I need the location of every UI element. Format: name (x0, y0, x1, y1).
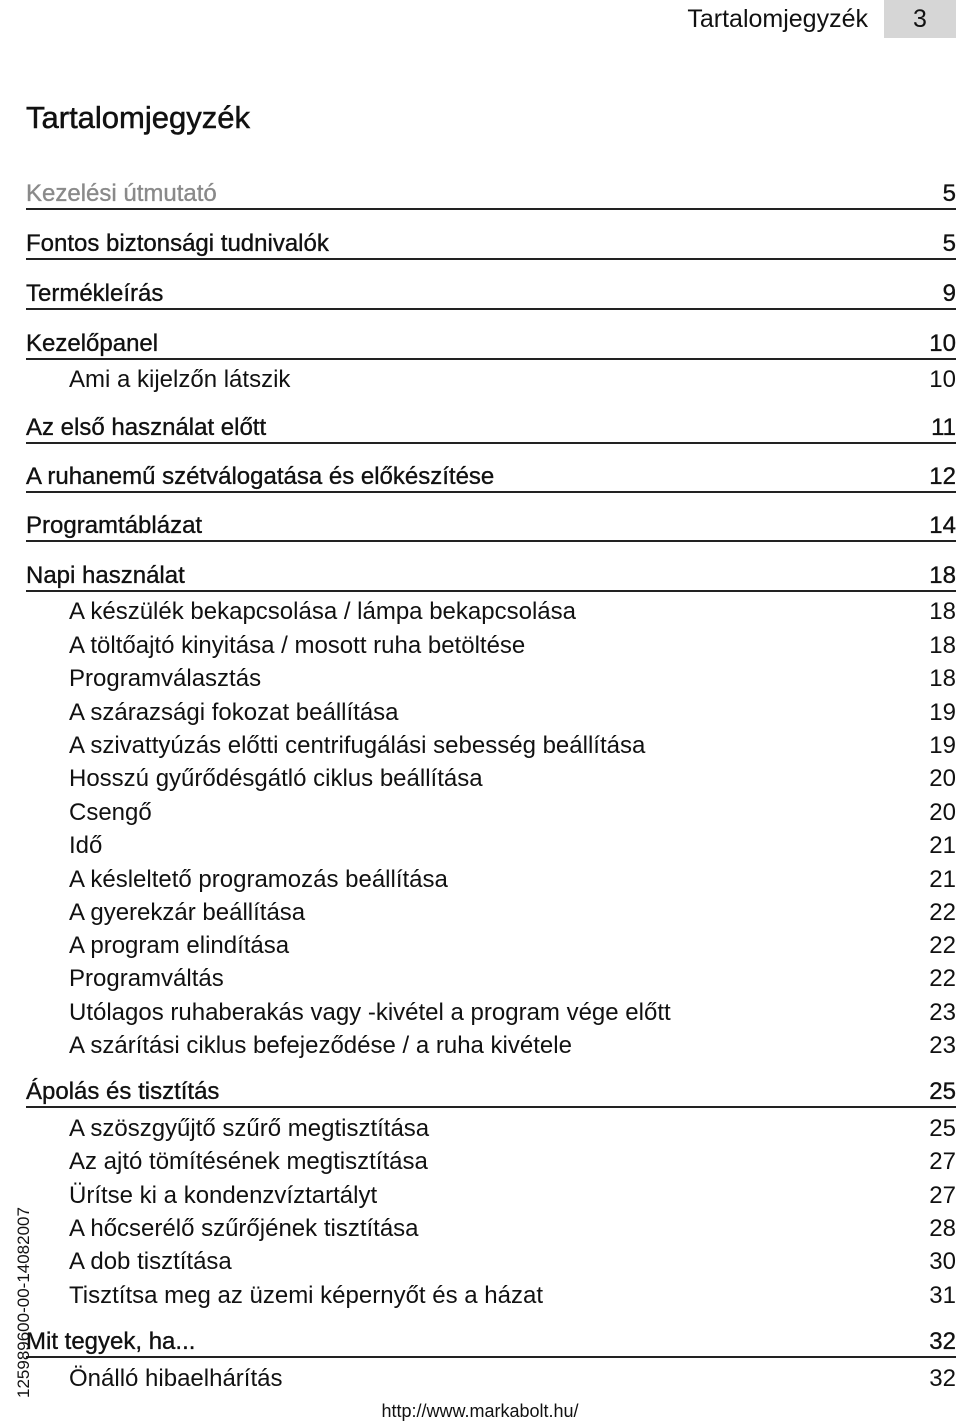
footer-url: http://www.markabolt.hu/ (381, 1401, 579, 1421)
toc-entry-page: 27 (929, 1148, 956, 1175)
toc-subentry (26, 866, 956, 894)
toc-entry-label: Ürítse ki a kondenzvíztartályt (69, 1182, 378, 1209)
toc-entry-page: 19 (929, 699, 956, 726)
toc-entry-label: Az ajtó tömítésének megtisztítása (69, 1148, 428, 1175)
toc-entry (26, 463, 956, 493)
toc-entry-label: A program elindítása (69, 932, 290, 959)
toc-entry-page: 12 (929, 463, 956, 490)
toc-entry-label: A szivattyúzás előtti centrifugálási sebesség beállítása (69, 732, 646, 759)
toc-subentry (26, 598, 956, 626)
toc-entry-page: 23 (929, 1032, 956, 1059)
toc-entry-page: 23 (929, 999, 956, 1026)
toc-subentry (26, 366, 956, 394)
toc-subentry (26, 1215, 956, 1243)
toc-entry-page: 25 (929, 1115, 956, 1142)
toc-subentry (26, 665, 956, 693)
toc-entry-label: Termékleírás (26, 280, 164, 307)
toc-entry-label: Önálló hibaelhárítás (69, 1365, 283, 1392)
toc-entry (26, 562, 956, 592)
toc-entry-page: 18 (929, 562, 956, 589)
toc-entry-page: 27 (929, 1182, 956, 1209)
toc-entry-page: 25 (929, 1078, 956, 1105)
toc-entry-label: Programválasztás (69, 665, 262, 692)
toc-entry-label: A késleltető programozás beállítása (69, 866, 448, 893)
toc-entry-page: 18 (929, 665, 956, 692)
toc-entry-page: 20 (929, 765, 956, 792)
toc-subentry (26, 799, 956, 827)
toc-subentry (26, 899, 956, 927)
toc-entry-label: Ápolás és tisztítás (26, 1078, 220, 1105)
toc-entry-label: Tisztítsa meg az üzemi képernyőt és a házat (69, 1282, 543, 1309)
toc-entry-page: 30 (929, 1248, 956, 1275)
document-code-text: 125989600-00-14082007 (14, 1207, 33, 1398)
toc-entry-page: 22 (929, 899, 956, 926)
toc-subentry (26, 765, 956, 793)
toc-entry-label: A készülék bekapcsolása / lámpa bekapcsolása (69, 598, 576, 625)
toc-entry (26, 330, 956, 360)
toc-subentry (26, 732, 956, 760)
toc-entry (26, 512, 956, 542)
toc-subentry (26, 699, 956, 727)
toc-entry-label: Napi használat (26, 562, 185, 589)
toc-entry-label: A ruhanemű szétválogatása és előkészítése (26, 463, 495, 490)
header-page-number: 3 (884, 0, 956, 38)
toc-entry-page: 32 (929, 1365, 956, 1392)
toc-entry (26, 414, 956, 444)
page-title: Tartalomjegyzék (26, 100, 250, 135)
toc-entry-label: Csengő (69, 799, 152, 826)
toc-subentry (26, 1115, 956, 1143)
toc-entry-label: Az első használat előtt (26, 414, 267, 441)
toc-entry-label: Idő (69, 832, 103, 859)
toc-entry-page: 20 (929, 799, 956, 826)
toc-entry-page: 28 (929, 1215, 956, 1242)
toc-entry-label: A gyerekzár beállítása (69, 899, 306, 926)
toc-entry-label: Kezelőpanel (26, 330, 159, 357)
toc-entry-label: Utólagos ruhaberakás vagy -kivétel a program vége előtt (69, 999, 671, 1026)
toc-entry-page: 22 (929, 965, 956, 992)
toc-entry-label: A szárazsági fokozat beállítása (69, 699, 399, 726)
toc-entry-page: 32 (929, 1328, 956, 1355)
toc-entry-label: Mit tegyek, ha... (26, 1328, 196, 1355)
toc-entry-page: 22 (929, 932, 956, 959)
toc-subentry (26, 1148, 956, 1176)
toc-subentry (26, 1282, 956, 1310)
toc-entry-page: 5 (942, 230, 956, 257)
toc-entry-page: 19 (929, 732, 956, 759)
toc-entry (26, 1078, 956, 1108)
toc-entry-label: A szöszgyűjtő szűrő megtisztítása (69, 1115, 430, 1142)
toc-subentry (26, 632, 956, 660)
toc-entry-label: A töltőajtó kinyitása / mosott ruha betöltése (69, 632, 526, 659)
toc-entry-page: 21 (929, 832, 956, 859)
toc-entry-page: 18 (929, 598, 956, 625)
toc-subentry (26, 832, 956, 860)
toc-subentry (26, 1248, 956, 1276)
toc-subentry (26, 999, 956, 1027)
toc-entry-page: 9 (942, 280, 956, 307)
toc-entry-page: 14 (929, 512, 956, 539)
toc-entry-label: Programváltás (69, 965, 224, 992)
header-title: Tartalomjegyzék (687, 4, 868, 33)
toc-subentry (26, 1365, 956, 1393)
document-code (14, 1148, 34, 1398)
toc-entry-label: Programtáblázat (26, 512, 203, 539)
toc-entry-label: Hosszú gyűrődésgátló ciklus beállítása (69, 765, 483, 792)
toc-entry-page: 21 (929, 866, 956, 893)
toc-entry (26, 280, 956, 310)
toc-entry-label: Fontos biztonsági tudnivalók (26, 230, 329, 257)
toc-subentry (26, 1182, 956, 1210)
toc-entry (26, 1328, 956, 1358)
toc-entry-label: Ami a kijelzőn látszik (69, 366, 291, 393)
toc-entry (26, 180, 956, 210)
toc-subentry (26, 932, 956, 960)
toc-entry-label: A dob tisztítása (69, 1248, 232, 1275)
toc-subentry (26, 965, 956, 993)
table-of-contents (26, 0, 956, 1425)
toc-entry-page: 5 (942, 180, 956, 207)
toc-entry-label: Kezelési útmutató (26, 180, 217, 207)
toc-entry-label: A szárítási ciklus befejeződése / a ruha kivétele (69, 1032, 572, 1059)
toc-entry-label: A hőcserélő szűrőjének tisztítása (69, 1215, 419, 1242)
toc-entry-page: 31 (929, 1282, 956, 1309)
toc-entry (26, 230, 956, 260)
toc-entry-page: 11 (931, 414, 956, 441)
toc-entry-page: 18 (929, 632, 956, 659)
toc-subentry (26, 1032, 956, 1060)
toc-entry-page: 10 (929, 366, 956, 393)
toc-entry-page: 10 (929, 330, 956, 357)
